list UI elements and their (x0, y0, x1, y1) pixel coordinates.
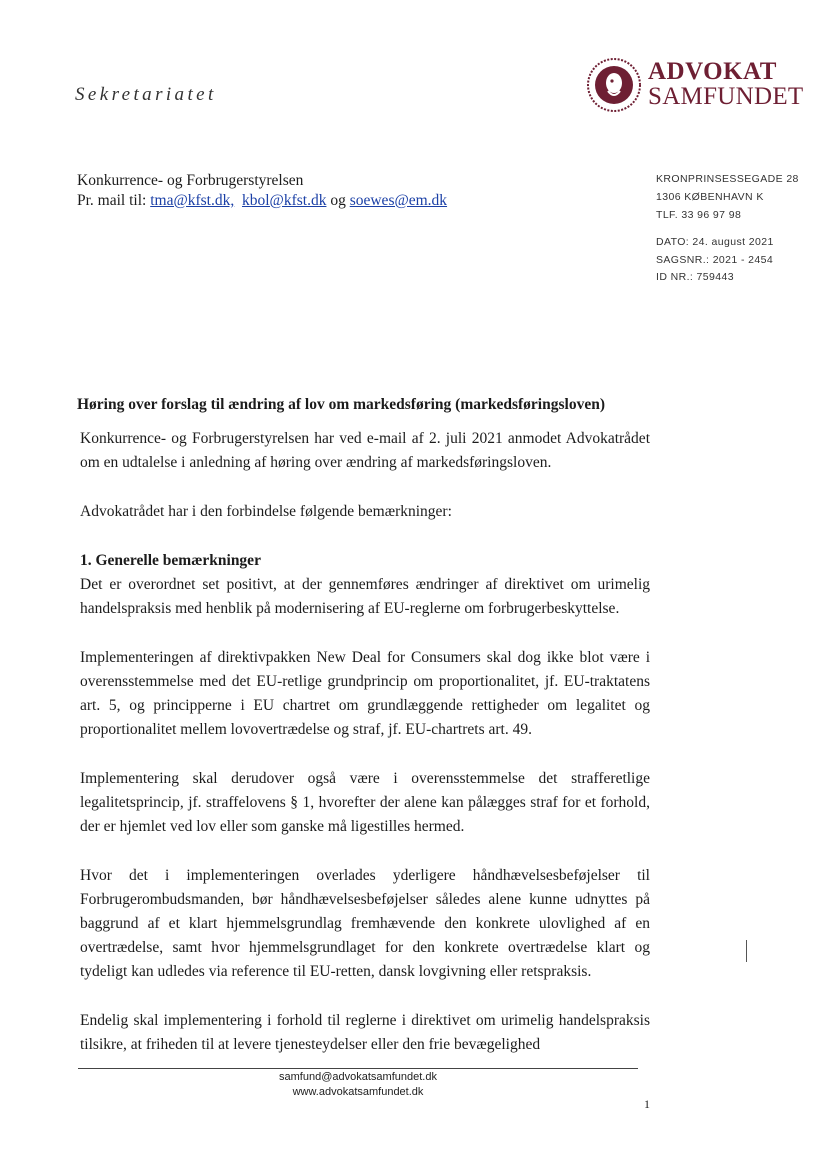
email-link-kbol[interactable]: kbol@kfst.dk (241, 192, 327, 209)
footer (78, 1070, 638, 1100)
logo-text-samfundet: SAMFUNDET (648, 83, 804, 110)
section-heading-1: 1. Generelle bemærkninger (80, 552, 261, 569)
mail-prefix: Pr. mail til: (77, 192, 151, 209)
logo-text-advokat: ADVOKAT (648, 58, 777, 85)
body-paragraph-7: Endelig skal implementering i forhold til reglerne i direktivet om urimelig handelspraksis tilsikre, at friheden til at levere tjenesteydelser eller den frie bevægelighed (80, 1012, 650, 1053)
footer-website: www.advokatsamfundet.dk (292, 1086, 424, 1098)
margin-mark (746, 940, 747, 962)
email-link-tma[interactable]: tma@kfst.dk, (150, 192, 235, 209)
address-street: KRONPRINSESSEGADE 28 (656, 173, 799, 185)
recipient-name: Konkurrence- og Forbrugerstyrelsen (77, 172, 304, 189)
meta-case-number: SAGSNR.: 2021 - 2454 (656, 253, 774, 266)
recipient-block (77, 171, 447, 211)
letter-body (80, 427, 650, 1082)
email-link-soewes[interactable]: soewes@em.dk (349, 192, 448, 209)
letter-meta (656, 234, 774, 287)
body-paragraph-3: Det er overordnet set positivt, at der gennemføres ændringer af direktivet om urimelig handelspraksis med henblik på modernisering af EU-reglerne om forbrugerbeskyttelse. (80, 576, 650, 617)
body-paragraph-6: Hvor det i implementeringen overlades yderligere håndhævelsesbeføjelser til Forbrugerombudsmanden, bør håndhævelsesbeføjelser således alene kunne udnyttes på baggrund af et klart hjemmelsgrundlag fremhævende den konkrete ulovlighed af en overtrædelse, samt hvor hjemmelsgrundlaget for den konkrete overtrædelse klart og tydeligt kan udledes via reference til EU-retten, dansk lovgivning eller retspraksis. (80, 867, 650, 980)
body-paragraph-1: Konkurrence- og Forbrugerstyrelsen har ved e-mail af 2. juli 2021 anmodet Advokatrådet om en udtalelse i anledning af høring over ændring af markedsføringsloven. (80, 430, 650, 471)
page-number: 1 (644, 1097, 650, 1111)
letter-subject: Høring over forslag til ændring af lov om markedsføring (markedsføringsloven) (77, 396, 605, 413)
address-phone: TLF. 33 96 97 98 (656, 209, 742, 221)
address-city: 1306 KØBENHAVN K (656, 191, 764, 203)
seal-icon (586, 57, 642, 113)
meta-date: DATO: 24. august 2021 (656, 236, 774, 248)
footer-email: samfund@advokatsamfundet.dk (279, 1071, 437, 1083)
mail-conjunction: og (326, 192, 350, 209)
footer-divider (78, 1068, 638, 1069)
body-paragraph-4: Implementeringen af direktivpakken New Deal for Consumers skal dog ikke blot være i overensstemmelse med det EU-retlige grundprincip om proportionalitet, jf. EU-traktatens art. 5, og principperne i EU chartret om grundlæggende rettigheder om legalitet og proportionalitet mellem lovovertrædelse og straf, jf. EU-chartrets art. 49. (80, 649, 650, 738)
meta-id-number: ID NR.: 759443 (656, 271, 734, 283)
advokatsamfundet-logo (586, 57, 806, 113)
department-name: Sekretariatet (75, 84, 217, 105)
sender-address (656, 170, 799, 224)
body-paragraph-5: Implementering skal derudover også være i overensstemmelse det strafferetlige legalitetsprincip, jf. straffelovens § 1, hvorefter der alene kan pålægges straf for et forhold, der er hjemlet ved lov eller som ganske må ligestilles hermed. (80, 770, 650, 835)
body-paragraph-2: Advokatrådet har i den forbindelse følgende bemærkninger: (80, 503, 452, 520)
recipient-mail-line (77, 191, 447, 211)
